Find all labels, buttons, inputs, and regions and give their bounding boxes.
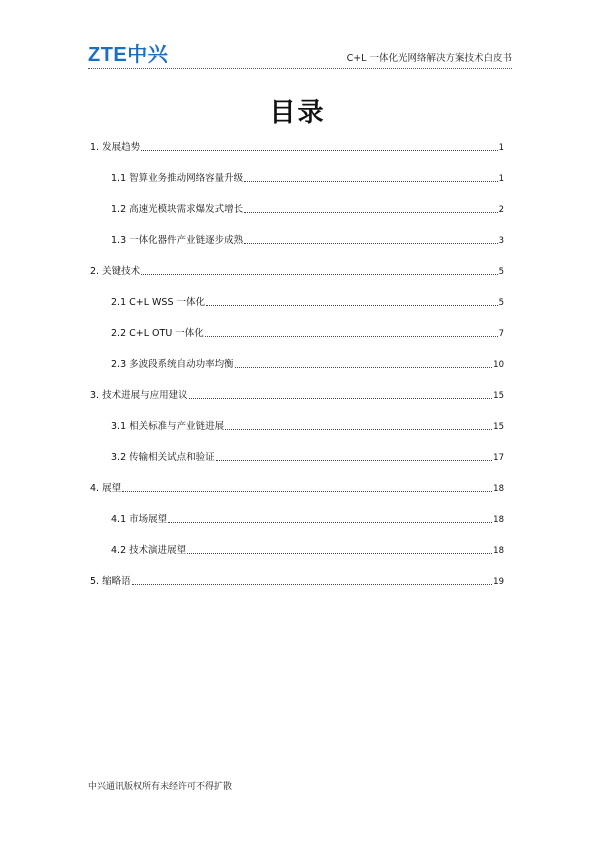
toc-entry[interactable] <box>111 419 504 433</box>
toc-dot-leader <box>244 180 497 182</box>
toc-dot-leader <box>235 366 493 368</box>
toc-dot-leader <box>187 552 492 554</box>
toc-entry-page: 19 <box>493 577 504 587</box>
zte-logo: ZTE中兴 <box>88 44 169 66</box>
toc-entry-label: 3.2 传输相关试点和验证 <box>111 452 215 463</box>
page-header <box>88 38 512 69</box>
toc-entry-page: 17 <box>493 453 504 463</box>
toc-entry-page: 10 <box>493 360 504 370</box>
toc-entry-page: 1 <box>498 143 504 153</box>
toc-entry[interactable] <box>111 512 504 526</box>
toc-entry[interactable] <box>90 140 504 154</box>
toc-entry[interactable] <box>111 295 504 309</box>
toc-entry-label: 2.3 多波段系统自动功率均衡 <box>111 359 234 370</box>
toc-dot-leader <box>141 273 497 275</box>
toc-entry-page: 18 <box>493 546 504 556</box>
toc-entry-label: 3. 技术进展与应用建议 <box>90 390 188 401</box>
toc-heading: 目录 <box>269 98 326 128</box>
toc-entry[interactable] <box>90 574 504 588</box>
toc-entry-label: 1.2 高速光模块需求爆发式增长 <box>111 204 244 215</box>
toc-dot-leader <box>122 490 492 492</box>
toc-entry-page: 1 <box>498 174 504 184</box>
toc-entry-label: 4.1 市场展望 <box>111 514 168 525</box>
copyright-footer: 中兴通讯版权所有未经许可不得扩散 <box>88 782 233 792</box>
toc-entry-page: 5 <box>498 298 504 308</box>
toc-entry-page: 3 <box>498 236 504 246</box>
toc-dot-leader <box>244 211 497 213</box>
toc-dot-leader <box>225 428 492 430</box>
toc-entry[interactable] <box>111 543 504 557</box>
toc-dot-leader <box>168 521 492 523</box>
toc-entry-label: 4.2 技术演进展望 <box>111 545 187 556</box>
toc-entry[interactable] <box>111 233 504 247</box>
toc-entry-label: 4. 展望 <box>90 483 122 494</box>
toc-entry[interactable] <box>90 481 504 495</box>
toc-entry[interactable] <box>111 357 504 371</box>
toc-entry-label: 2. 关键技术 <box>90 266 141 277</box>
toc-entry-label: 2.1 C+L WSS 一体化 <box>111 297 206 308</box>
toc-entry-page: 15 <box>493 422 504 432</box>
toc-entry-label: 1. 发展趋势 <box>90 142 141 153</box>
toc-entry[interactable] <box>111 326 504 340</box>
toc-dot-leader <box>141 149 497 151</box>
toc-dot-leader <box>244 242 497 244</box>
toc-entry-page: 5 <box>498 267 504 277</box>
toc-dot-leader <box>189 397 493 399</box>
toc-dot-leader <box>132 583 493 585</box>
toc-entry-page: 7 <box>498 329 504 339</box>
toc-entry-label: 1.1 智算业务推动网络容量升级 <box>111 173 244 184</box>
toc-entry[interactable] <box>90 388 504 402</box>
toc-entry-page: 15 <box>493 391 504 401</box>
toc-dot-leader <box>216 459 493 461</box>
toc-entry-page: 2 <box>498 205 504 215</box>
toc-entry-label: 5. 缩略语 <box>90 576 131 587</box>
toc-entry[interactable] <box>111 171 504 185</box>
toc-entry[interactable] <box>111 450 504 464</box>
toc-dot-leader <box>205 335 498 337</box>
toc-entry-label: 2.2 C+L OTU 一体化 <box>111 328 204 339</box>
toc-entry[interactable] <box>111 202 504 216</box>
toc-entry-label: 1.3 一体化器件产业链逐步成熟 <box>111 235 244 246</box>
document-title: C+L 一体化光网络解决方案技术白皮书 <box>346 53 512 64</box>
toc-dot-leader <box>206 304 498 306</box>
toc-entry-label: 3.1 相关标准与产业链进展 <box>111 421 225 432</box>
toc-entry[interactable] <box>90 264 504 278</box>
toc-entry-page: 18 <box>493 484 504 494</box>
toc-entry-page: 18 <box>493 515 504 525</box>
